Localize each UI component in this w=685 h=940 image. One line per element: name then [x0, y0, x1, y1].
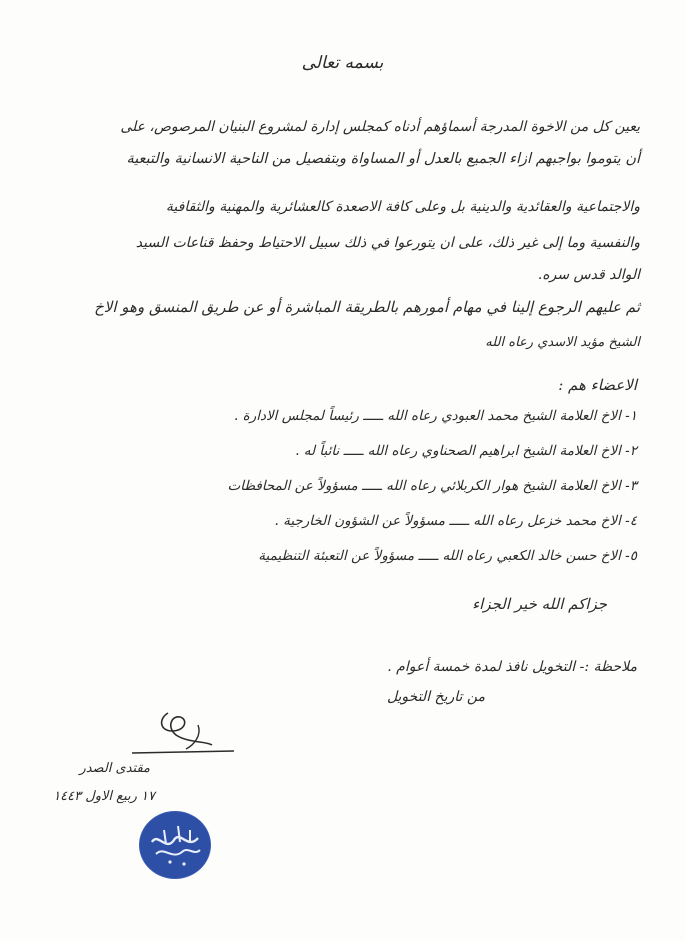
handwritten-signature: [128, 705, 238, 765]
member-item: ٤- الاخ محمد خزعل رعاه الله ـــــ مسؤولاً عن الشؤون الخارجية .: [274, 513, 637, 529]
basmala-heading: بسمه تعالى: [301, 53, 384, 73]
intro-line-5: الوالد قدس سره.: [537, 267, 640, 283]
intro-line-6: ثم عليهم الرجوع إلينا في مهام أمورهم بالطريقة المباشرة أو عن طريق المنسق وهو الاخ: [94, 298, 640, 316]
note-line-1: ملاحظة :- التخويل نافذ لمدة خمسة أعوام .: [387, 659, 637, 675]
intro-line-2: أن يتوموا بواجبهم ازاء الجميع بالعدل أو المساواة وبتفصيل من الناحية الانسانية والتبعية: [126, 151, 640, 167]
member-item: ١- الاخ العلامة الشيخ محمد العبودي رعاه الله ـــــ رئيساً لمجلس الادارة .: [234, 408, 637, 424]
seal-calligraphy-icon: [140, 812, 210, 878]
member-item: ٥- الاخ حسن خالد الكعبي رعاه الله ـــــ مسؤولاً عن التعبئة التنظيمية: [258, 548, 637, 564]
signature-date: ١٧ ربيع الاول ١٤٤٣: [53, 789, 155, 804]
members-heading: الاعضاء هم :: [558, 376, 637, 394]
member-item: ٢- الاخ العلامة الشيخ ابراهيم الصحناوي رعاه الله ـــــ نائباً له .: [295, 443, 637, 459]
intro-line-7: الشيخ مؤيد الاسدي رعاه الله: [485, 335, 640, 350]
intro-line-1: يعين كل من الاخوة المدرجة أسماؤهم أدناه كمجلس إدارة لمشروع البنيان المرصوص، على: [120, 119, 640, 135]
closing-phrase: جزاكم الله خير الجزاء: [472, 595, 607, 613]
note-line-2: من تاريخ التخويل: [386, 689, 485, 705]
signature-name: مقتدى الصدر: [79, 761, 150, 776]
intro-line-4: والنفسية وما إلى غير ذلك، على ان يتورعوا في ذلك سبيل الاحتياط وحفظ قناعات السيد: [135, 235, 640, 251]
intro-line-3: والاجتماعية والعقائدية والدينية بل وعلى كافة الاصعدة كالعشائرية والمهنية والثقافية: [165, 199, 640, 215]
seal-stamp: [140, 812, 210, 878]
member-item: ٣- الاخ العلامة الشيخ هوار الكربلائي رعاه الله ـــــ مسؤولاً عن المحافظات: [227, 478, 637, 494]
